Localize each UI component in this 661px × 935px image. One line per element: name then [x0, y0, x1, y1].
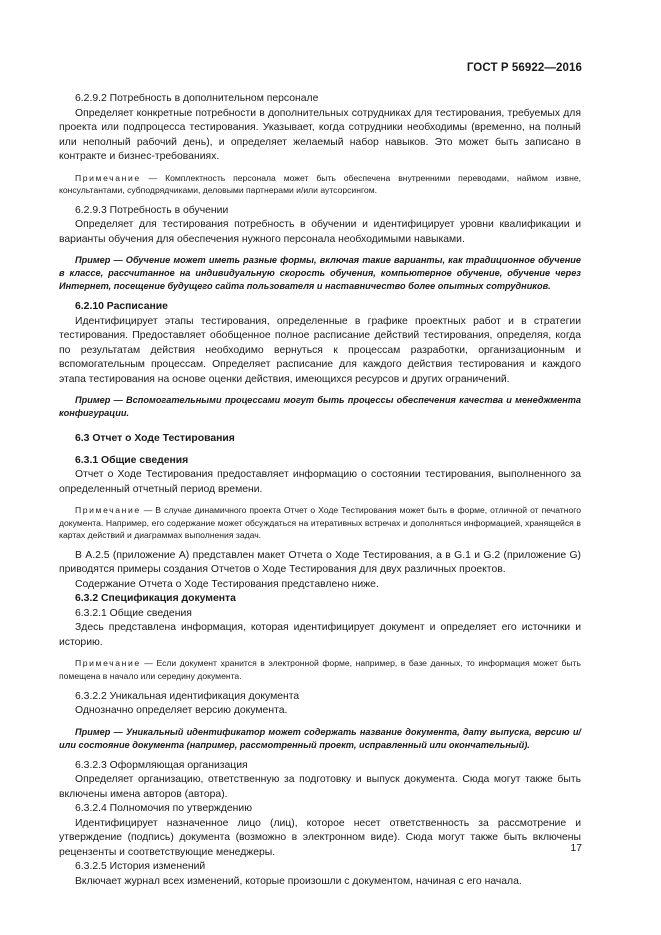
section-heading: 6.3.2.3 Оформляющая организация [75, 759, 248, 771]
note [59, 172, 581, 197]
paragraph: Здесь представлена информация, которая идентифицирует документ и определяет его источники и историю. [59, 622, 581, 648]
note-text: — Комплектность персонала может быть обеспечена внутренними переводами, наймом извне, консультантами, субподрядчиками, деловыми партнерами и/или аутсорсингом. [59, 172, 581, 196]
example: Пример — Вспомогательными процессами могут быть процессы обеспечения качества и менеджмента конфигурации. [59, 395, 581, 419]
paragraph: Определяет организацию, ответственную за подготовку и выпуск документа. Сюда могут также быть включены имена авторов (автора). [59, 774, 581, 800]
paragraph: Содержание Отчета о Ходе Тестирования представлено ниже. [75, 578, 379, 590]
section-heading: 6.2.9.2 Потребность в дополнительном персонале [75, 93, 319, 104]
paragraph: Однозначно определяет версию документа. [75, 705, 288, 717]
page-number: 17 [570, 843, 582, 854]
paragraph: Определяет конкретные потребности в дополнительных сотрудниках для тестирования, требуемых для проекта или подпроцесса тестирования. Указывает, когда сотрудники необходимы (временно, на полный или неполный рабочий день), и определяет желаемый набор навыков. Это может быть записано в контракте и бизнес-требованиях. [59, 107, 581, 162]
example: Пример — Уникальный идентификатор может содержать название документа, дату выпуска, версию и/или состояние документа (например, рассмотренный проект, исправленный или окончательный). [59, 726, 581, 750]
example: Пример — Обучение может иметь разные формы, включая такие варианты, как традиционное обучение в классе, рассчитанное на индивидуальную скорость обучения, компьютерное обучение, обучение через Интернет, посещение будущего сайта пользователя и наставничество более опытных сотрудников. [59, 255, 581, 292]
section-heading: 6.2.9.3 Потребность в обучении [75, 204, 229, 216]
section-heading: 6.3.2.2 Уникальная идентификация документа [75, 690, 300, 702]
paragraph: Идентифицирует назначенное лицо (лиц), которое несет ответственность за рассмотрение и утверждение (подпись) документа (возможно в электронном виде). Сюда могут также быть включены рецензенты и соответствующие менеджеры. [59, 817, 581, 858]
note [59, 657, 581, 682]
note [59, 504, 581, 542]
note-label: Примечание [75, 172, 141, 183]
section-heading: 6.3 Отчет о Ходе Тестирования [75, 433, 235, 445]
paragraph: Идентифицирует этапы тестирования, определенные в графике проектных работ и в стратегии тестирования. Предоставляет обобщенное полное расписание действий тестирования, определяя, когда по результатам действия необходимо вернуться к процессам разработки, организационным и вспомогательным процессам. Определяет расписание для каждого действия тестирования и каждого этапа тестирования на основе оценки действия, имеющихся ресурсов и других ограничений. [59, 315, 581, 385]
section-heading: 6.3.2 Спецификация документа [75, 593, 236, 605]
note-text: — В случае динамичного проекта Отчет о Ходе Тестирования может быть в форме, отличной от печатного документа. Например, его содержание может обсуждаться на итеративных встречах и дополняться информацией, хранящейся в картах действий и диаграммах выполнения задач. [59, 505, 581, 541]
paragraph: Определяет для тестирования потребность в обучении и идентифицирует уровни квалификации и варианты обучения для обеспечения нужного персонала необходимыми навыками. [59, 219, 581, 245]
section-heading: 6.3.2.5 История изменений [75, 861, 206, 873]
paragraph: Отчет о Ходе Тестирования предоставляет информацию о состоянии тестирования, выполненного за определенный отчетный период времени. [59, 469, 581, 495]
paragraph: Включает журнал всех изменений, которые произошли с документом, начиная с его начала. [75, 875, 522, 887]
section-heading: 6.3.1 Общие сведения [75, 454, 189, 466]
note-text: — Если документ хранится в электронной форме, например, в базе данных, то информация может быть помещена в начало или середину документа. [59, 658, 581, 682]
section-heading: 6.3.2.4 Полномочия по утверждению [75, 803, 253, 815]
section-heading: 6.3.2.1 Общие сведения [75, 607, 192, 619]
note-label: Примечание [75, 658, 141, 669]
paragraph: В А.2.5 (приложение А) представлен макет Отчета о Ходе Тестирования, а в G.1 и G.2 (приложение G) приводятся примеры создания Отчетов о Ходе Тестирования для двух различных проектов. [59, 549, 581, 576]
section-heading: 6.2.10 Расписание [75, 301, 168, 313]
page-content [59, 92, 581, 889]
document-header: ГОСТ Р 56922—2016 [466, 62, 582, 74]
note-label: Примечание [75, 505, 141, 516]
